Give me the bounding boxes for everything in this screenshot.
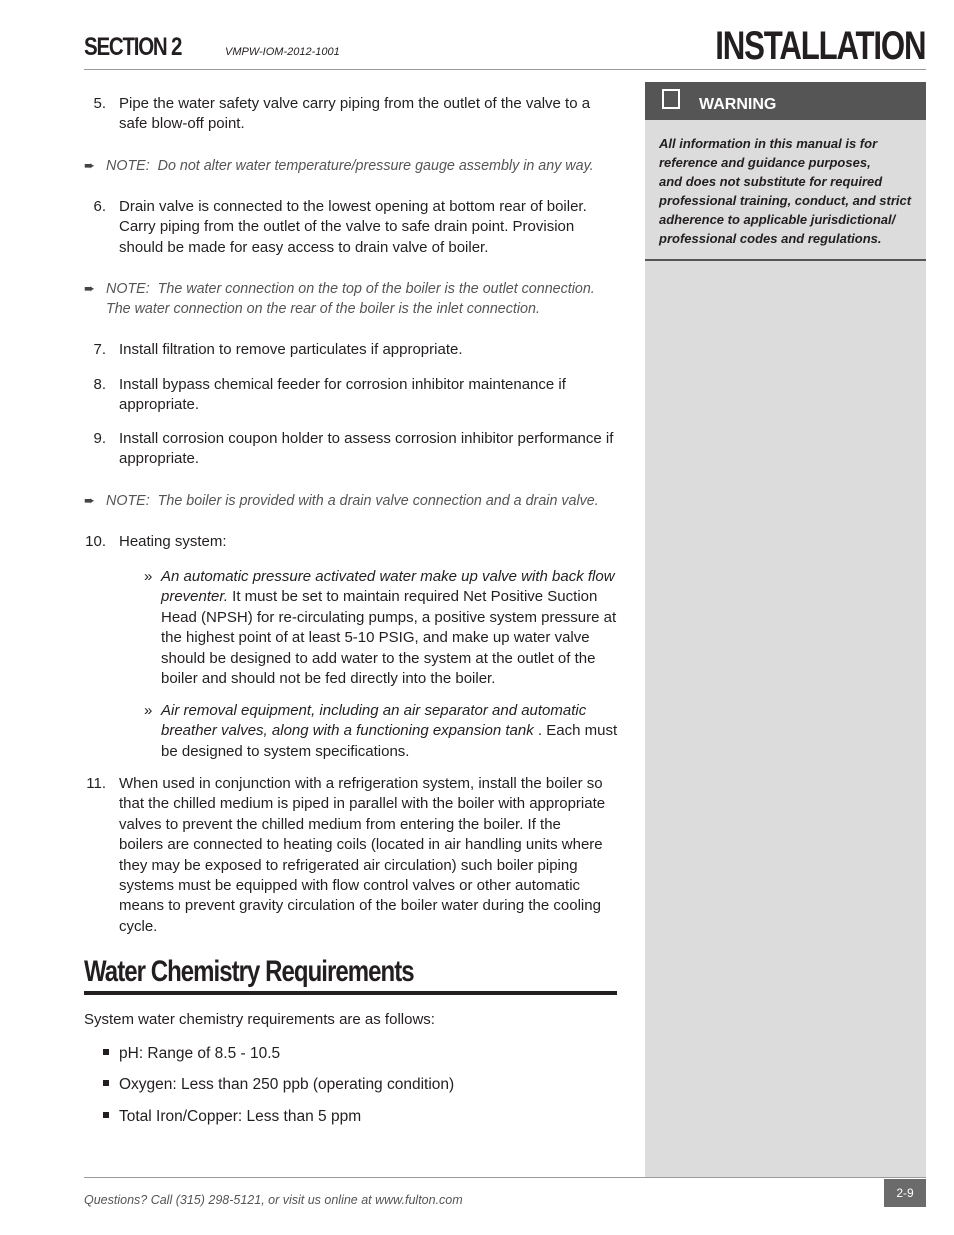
warning-line: professional codes and regulations. (659, 231, 882, 246)
step-number: 8. (93, 376, 106, 393)
step-number: 9. (93, 430, 106, 447)
list-item (103, 1108, 361, 1126)
warning-line: and does not substitute for required (659, 174, 883, 189)
sidebar (645, 82, 926, 1177)
subitem-italic: An automatic pressure activated water make up valve with back flow preventer. (161, 568, 615, 606)
list-item (103, 1076, 454, 1094)
subitem-italic: Air removal equipment, including an air separator and automatic breather valves, along with a functioning expansion tank (161, 702, 587, 740)
note-label: NOTE: (106, 493, 150, 509)
subitem-marker: » (144, 702, 153, 719)
note-arrow-icon: ➨ (84, 493, 95, 508)
subitem-marker: » (144, 568, 153, 585)
bullet-square-icon (103, 1112, 109, 1118)
list-item-text: Oxygen: Less than 250 ppb (operating condition) (119, 1076, 455, 1093)
page-title: INSTALLATION (714, 24, 925, 68)
footer-divider (84, 1177, 926, 1178)
note-text: Do not alter water temperature/pressure gauge assembly in any way. (157, 158, 594, 174)
step-text: Install filtration to remove particulates if appropriate. (119, 341, 463, 358)
warning-line: professional training, conduct, and strict (659, 193, 912, 208)
warning-line: reference and guidance purposes, (659, 155, 871, 170)
subitem-text: It must be set to maintain required Net Positive Suction Head (NPSH) for re-circulating pumps, a positive system pressure at the highest point of at least 5-10 PSIG, and make up water valve should be designed to add water to the system at the outlet of the boiler and should not be fed directly into the boiler. (161, 588, 617, 688)
step-text: Drain valve is connected to the lowest opening at bottom rear of boiler. Carry piping from the outlet of the valve to safe drain point. Provision should be made for easy access to drain valve of boiler. (119, 198, 587, 256)
section-intro: System water chemistry requirements are as follows: (84, 1011, 435, 1028)
bullet-square-icon (103, 1080, 109, 1086)
section-label: SECTION 2 (84, 33, 182, 61)
step-number: 6. (93, 198, 106, 215)
step-text: Pipe the water safety valve carry piping from the outlet of the valve to a safe blow-off point. (119, 95, 591, 133)
warning-divider (645, 259, 926, 261)
footer-contact: Questions? Call (315) 298-5121, or visit us online at www.fulton.com (84, 1193, 463, 1207)
note-label: NOTE: (106, 281, 150, 297)
note-text: The water connection on the top of the boiler is the outlet connection. The water connection on the rear of the boiler is the inlet connection. (106, 281, 595, 318)
step-text: When used in conjunction with a refrigeration system, install the boiler so that the chilled medium is piped in parallel with the boiler with appropriate valves to prevent the chilled medium from entering the boiler. If the boilers are connected to heating coils (located in air handling units where they may be exposed to refrigerated air circulation) such boiler piping systems must be equipped with flow control valves or other automatic means to prevent gravity circulation of the boiler water during the cooling cycle. (119, 775, 606, 935)
bullet-square-icon (103, 1049, 109, 1055)
list-item (103, 1045, 280, 1063)
note-arrow-icon: ➨ (84, 281, 95, 296)
step-number: 7. (93, 341, 106, 358)
step-text: Install bypass chemical feeder for corrosion inhibitor maintenance if appropriate. (119, 376, 566, 414)
section-heading: Water Chemistry Requirements (84, 955, 414, 988)
step-number: 10. (85, 533, 106, 550)
warning-header (645, 82, 926, 120)
warning-checkbox-icon (662, 89, 680, 109)
note-label: NOTE: (106, 158, 150, 174)
warning-title: WARNING (699, 96, 777, 113)
heading-underline (84, 991, 617, 995)
note-text: The boiler is provided with a drain valve connection and a drain valve. (157, 493, 599, 509)
list-item-text: Total Iron/Copper: Less than 5 ppm (119, 1108, 362, 1125)
step-number: 5. (93, 95, 106, 112)
list-item-text: pH: Range of 8.5 - 10.5 (119, 1045, 281, 1062)
warning-text (659, 134, 914, 248)
page-number: 2-9 (884, 1179, 926, 1207)
header-divider (84, 69, 926, 70)
subitem-text: . Each must be designed to system specifications. (161, 722, 618, 760)
warning-line: All information in this manual is for (659, 136, 878, 151)
warning-line: adherence to applicable jurisdictional/ (659, 212, 896, 227)
step-text: Install corrosion coupon holder to assess corrosion inhibitor performance if appropriate. (119, 430, 614, 468)
step-text: Heating system: (119, 533, 227, 550)
step-number: 11. (86, 775, 106, 792)
note-arrow-icon: ➨ (84, 158, 95, 173)
document-id: VMPW-IOM-2012-1001 (225, 46, 340, 58)
